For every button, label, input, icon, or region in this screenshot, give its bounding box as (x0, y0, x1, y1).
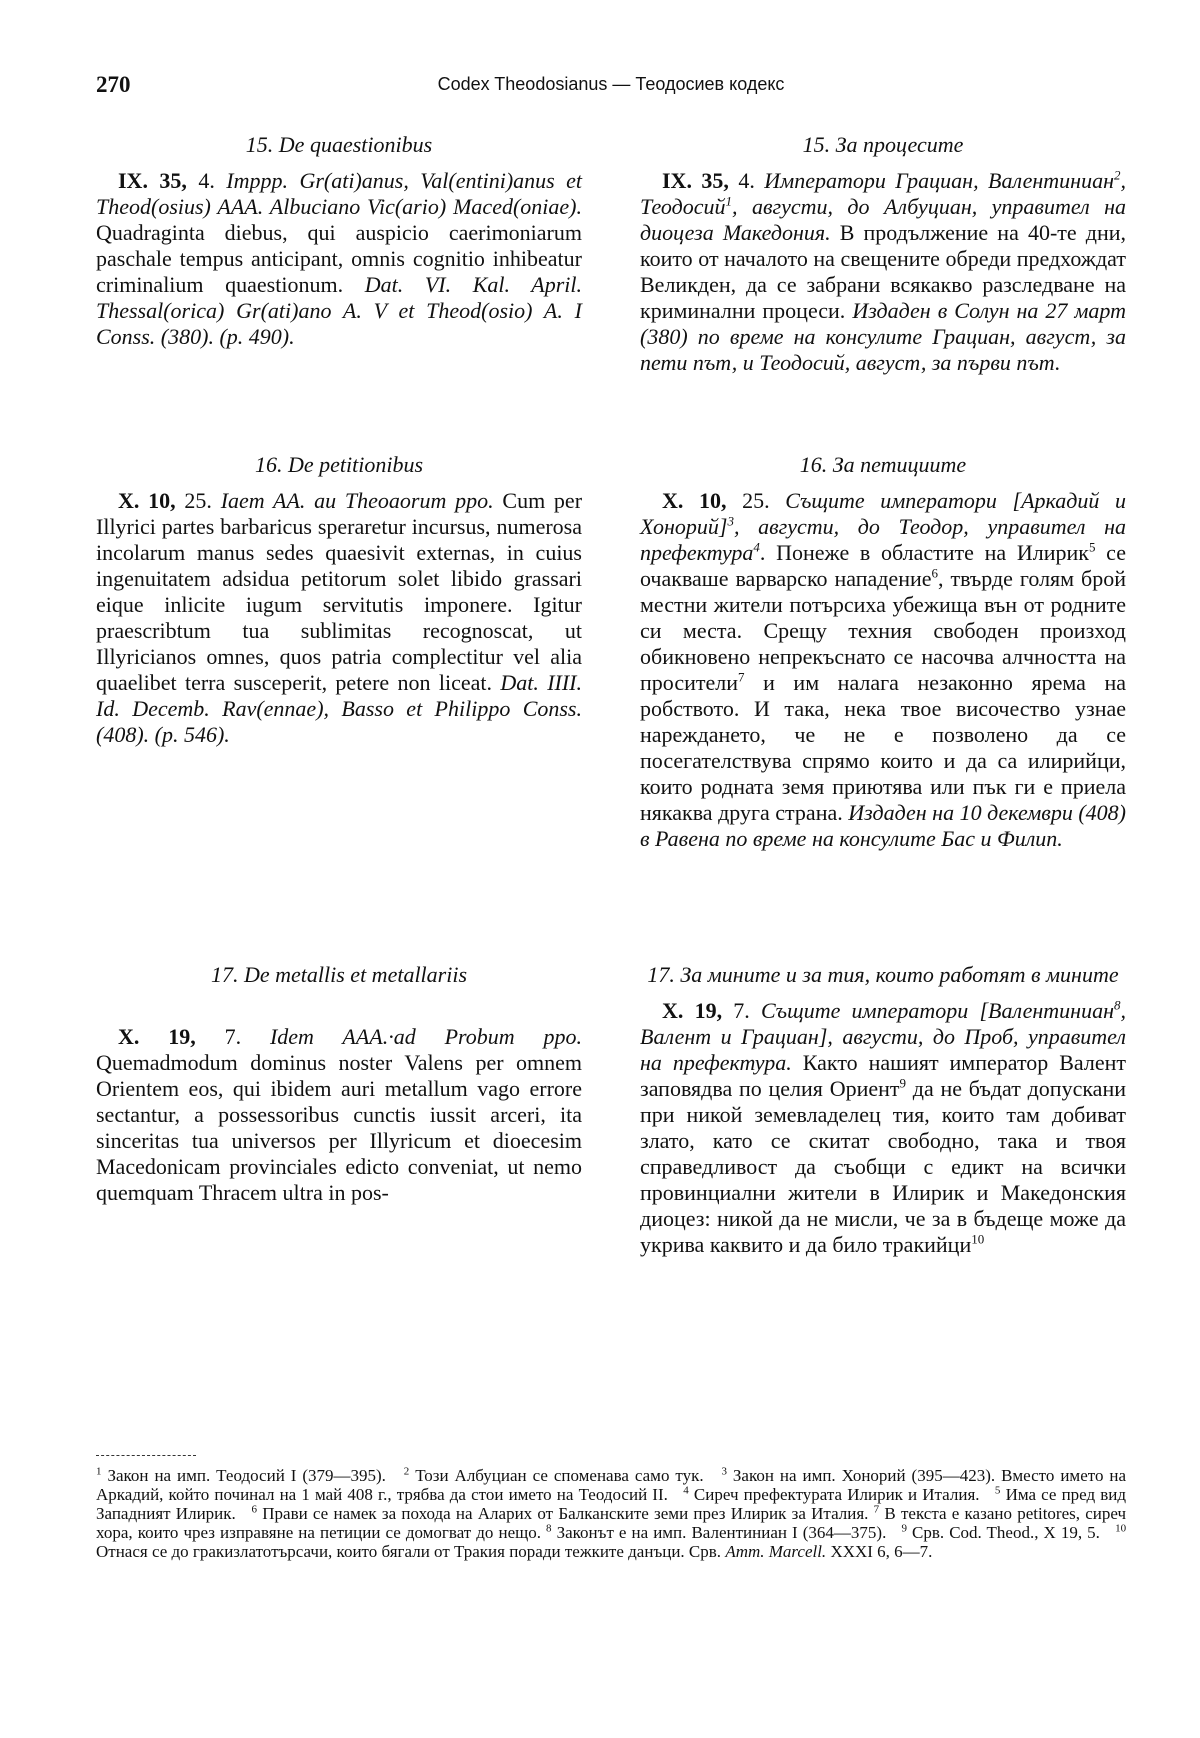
footnote-5: Има се пред вид Западният Илирик. (96, 1485, 1127, 1523)
addressee: Imppp. Gr(ati)anus, Val(entini)anus et Theod(osius) AAA. Albuciano Vic(ario) Maced(oniae). (96, 168, 583, 219)
section-title: 16. За петициите (799, 452, 967, 477)
dating: Издаден на 10 декември (408) в Равена по време на консулите Бас и Филип. (640, 800, 1126, 851)
bulgarian-entry (640, 998, 1126, 1258)
footnote-10-source: Amm. Marcell. (725, 1542, 827, 1561)
latin-entry (96, 488, 582, 748)
addressee-part: , Валент и Грациан], августи, до Проб, управител на префектура. (640, 998, 1126, 1075)
law-reference: X. 10, (118, 488, 176, 513)
footnote-marker: 9 (899, 1075, 907, 1091)
footnote-8: Законът е на имп. Валентиниан I (364—375). (556, 1523, 887, 1542)
footnote-9: Срв. Cod. Theod., X 19, 5. (912, 1523, 1100, 1542)
footnote-marker: 1 (725, 193, 733, 209)
law-reference: IX. 35, (662, 168, 729, 193)
law-number: 4. (738, 168, 755, 193)
footnote-6: Прави се намек за похода на Аларих от Балканските земи през Илирик за Италия. (262, 1504, 869, 1523)
latin-section-16 (96, 452, 582, 962)
footnote-4: Сиреч префектурата Илирик и Италия. (693, 1485, 980, 1504)
addressee-part: , августи, до Теодор, управител на префектура (640, 514, 1126, 565)
footnote-marker: 10 (971, 1231, 985, 1247)
bulgarian-column (640, 132, 1126, 1258)
latin-section-17 (96, 962, 582, 1206)
law-text: , твърде голям брой местни жители потърсиха убежища вън от родните си места. Срещу техния свободен произход обикновено непрекъснато се насочва алчността на просители (640, 566, 1126, 695)
law-number: 4. (198, 168, 215, 193)
bulgarian-section-15 (640, 132, 1126, 452)
footnote-number: 4 (683, 1484, 689, 1497)
footnote-marker: 5 (1088, 539, 1096, 555)
addressee-part: , Теодосий (640, 168, 1127, 219)
latin-entry (96, 1024, 582, 1206)
section-title: 16. De petitionibus (254, 452, 424, 477)
footnote-marker: 6 (931, 565, 939, 581)
footnote-marker: 2 (1114, 167, 1121, 183)
bulgarian-section-17 (640, 962, 1126, 1258)
bulgarian-entry (640, 488, 1126, 852)
latin-entry (96, 168, 582, 350)
law-text: и им налага незаконно ярема на робството. И така, нека твое височество узнае нареждането, че не е позволено да се посегателствува спрямо които и да са илирийци, които родната земя приютява или пък ги е приела някаква друга страна. (640, 670, 1126, 825)
footnote-marker: 7 (738, 669, 745, 685)
addressee-part: Същите императори [Валентиниан (761, 998, 1114, 1023)
section-title: 17. De metallis et metallariis (210, 962, 468, 987)
addressee-part: Същите императори [Аркадий и Хонорий] (640, 488, 1127, 539)
footnote-text (96, 1466, 1126, 1561)
dating: Издаден в Солун на 27 март (380) по време на консулите Грациан, август, за пети път, и Теодосий, август, за първи път. (640, 298, 1127, 375)
page-number: 270 (96, 72, 131, 97)
footnote-number: 7 (873, 1503, 880, 1516)
law-text: Quemadmodum dominus noster Valens per omnem Orientem eos, qui ibidem auri metallum vago errore sectantur, a possessoribus cunctis iussit arceri, ita sinceritas tua universos per Illyricum et dioecesim Macedonicam provinciales edicto conveniat, ut nemo quemquam Thracem ultra in pos- (96, 1050, 582, 1205)
law-number: 25. (184, 488, 212, 513)
addressee: Iaem AA. au Theoaorum ppo. (220, 488, 494, 513)
footnote-number: 3 (721, 1465, 727, 1478)
footnote-2: Този Албуциан се споменава само тук. (415, 1466, 704, 1485)
addressee-part: , августи, до Албуциан, управител на диоцеза Македония. (640, 194, 1126, 245)
law-text: Cum per Illyrici partes barbaricus speraretur incursus, numerosa incolarum manus sedes quaesivit externas, in cuius ingenuitatem adsidua petitorum solet libido grassari eique inlicite iugum servitutis imponere. Igitur praescribtum tua sublimitas recognoscat, ut Illyricianos omnes, quos patria complectitur vel alia quaelibet terra susceperit, petere non liceat. (96, 488, 583, 695)
footnote-marker: 4 (753, 539, 760, 555)
footnote-1: Закон на имп. Теодосий I (379—395). (107, 1466, 386, 1485)
law-text: Както нашият император Валент заповядва по целия Ориент (640, 1050, 1127, 1101)
law-reference: X. 19, (662, 998, 723, 1023)
law-number: 7. (733, 998, 750, 1023)
footnote-number: 6 (251, 1503, 257, 1516)
footnote-number: 9 (901, 1522, 907, 1535)
footnote-number: 5 (994, 1484, 1001, 1497)
addressee-part: Императори Грациан, Валентиниан (764, 168, 1115, 193)
footnote-number: 8 (546, 1522, 552, 1535)
page-header (96, 72, 1126, 102)
footnote-number: 2 (403, 1465, 410, 1478)
running-title: Codex Theodosianus — Теодосиев кодекс (437, 74, 785, 94)
dating: Dat. IIII. Id. Decemb. Rav(ennae), Basso et Philippo Conss. (408). (p. 546). (96, 670, 583, 747)
dating: Dat. VI. Kal. April. Thessal(orica) Gr(ati)ano A. V et Theod(osio) A. I Conss. (380). (p. 490). (96, 272, 582, 349)
law-reference: IX. 35, (118, 168, 187, 193)
law-reference: X. 10, (662, 488, 727, 513)
footnote-number: 10 (1115, 1522, 1127, 1535)
footnotes (96, 1455, 1126, 1561)
bulgarian-entry (640, 168, 1126, 376)
latin-section-15 (96, 132, 582, 452)
footnote-marker: 3 (727, 513, 734, 529)
latin-column (96, 132, 582, 1206)
law-number: 7. (224, 1024, 242, 1049)
footnote-10-ref: XXXI 6, 6—7. (830, 1542, 933, 1561)
footnote-10: Отнася се до гракизлатотърсачи, които бягали от Тракия поради тежките данъци. Срв. (96, 1542, 722, 1561)
section-title: 17. За мините и за тия, които работят в мините (647, 962, 1119, 987)
footnote-7: В текста е казано petitores, сиреч хора, които чрез изправяне на петиции се домогват до нещо. (96, 1504, 1127, 1542)
footnote-3: Закон на имп. Хонорий (395—423). Вместо името на Аркадий, който починал на 1 май 408 г., трябва да стои името на Теодосий II. (96, 1466, 1127, 1504)
law-text: да не бъдат допускани при никой земевладелец тия, които там добиват злато, като се скитат свободно, така и твоя справедливост да съобщи с едикт на всички провинциални жители в Илирик и Македонския диоцез: никой да не мисли, че за в бъдеще може да укрива каквито и да било тракийци (640, 1076, 1126, 1257)
addressee: Idem AAA.·ad Probum ppo. (269, 1024, 583, 1049)
section-title: 15. De quaestionibus (245, 132, 433, 157)
law-text: В продължение на 40-те дни, които от началото на свещените обреди предхождат Великден, да се забрани всякакво разследване на криминални процеси. (640, 220, 1126, 323)
footnote-number: 1 (96, 1465, 102, 1478)
footnote-rule (96, 1455, 196, 1456)
law-text: се очакваше варварско нападение (640, 540, 1126, 591)
law-number: 25. (742, 488, 770, 513)
law-reference: X. 19, (118, 1024, 196, 1049)
law-text: . Понеже в областите на Илирик (759, 540, 1089, 565)
bulgarian-section-16 (640, 452, 1126, 962)
law-text: Quadraginta diebus, qui auspicio caerimoniarum paschale tempus anticipant, omnis cognitio inhibeatur criminalium quaestionum. (96, 220, 582, 297)
section-title: 15. За процесите (802, 132, 964, 157)
footnote-marker: 8 (1114, 997, 1121, 1013)
